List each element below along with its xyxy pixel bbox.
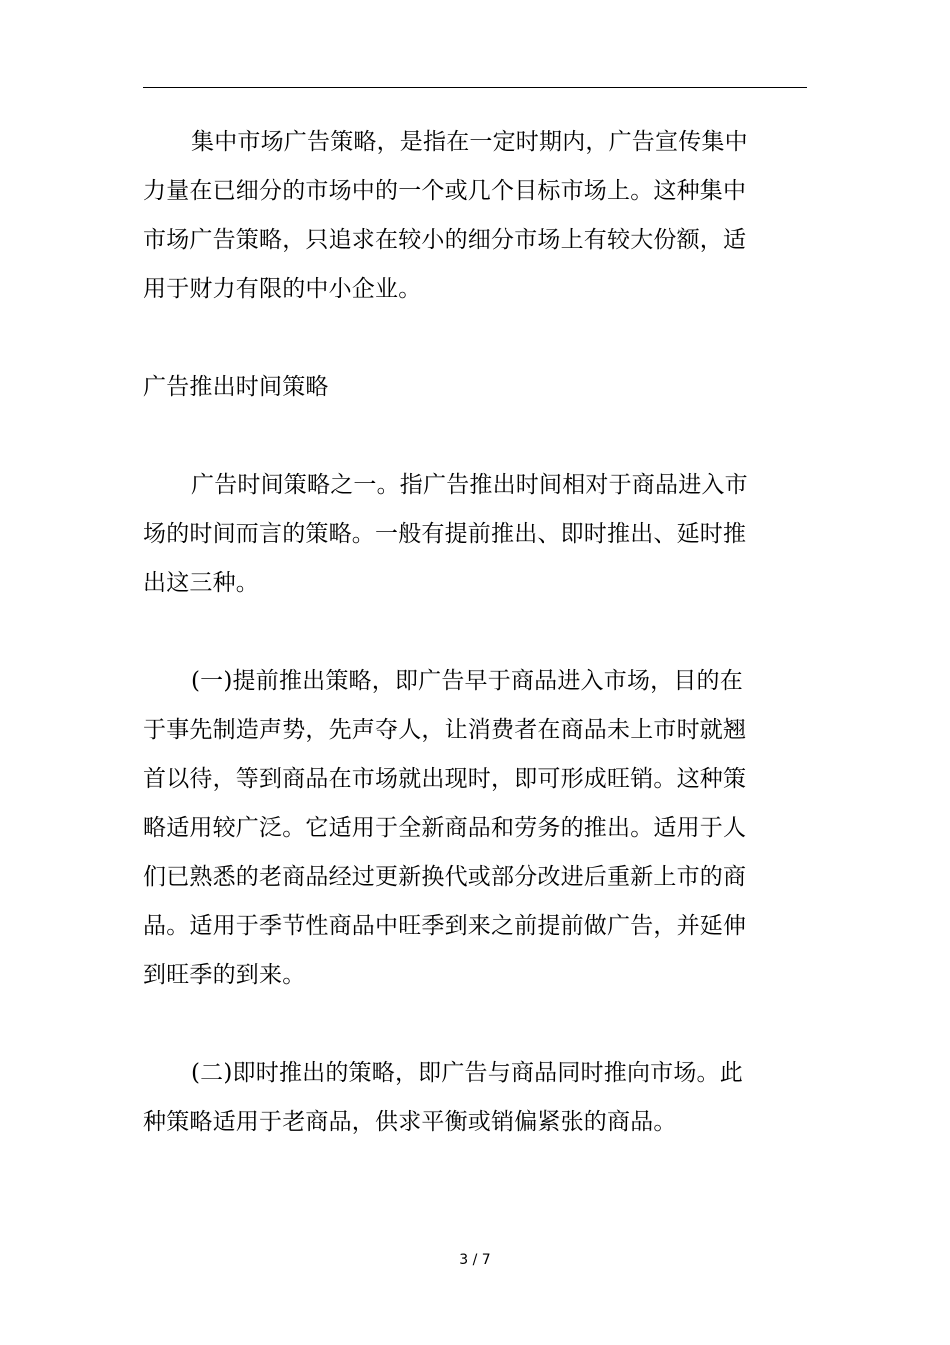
paragraph-immediate-launch: (二)即时推出的策略，即广告与商品同时推向市场。此种策略适用于老商品，供求平衡或销偏紧张的商品。 [143, 1060, 743, 1135]
section-heading: 广告推出时间策略 [143, 374, 329, 400]
page-number: 3 / 7 [459, 1252, 491, 1268]
document-body [143, 118, 749, 1147]
paragraph-gap [143, 412, 749, 461]
paragraph-advance-launch: (一)提前推出策略，即广告早于商品进入市场，目的在于事先制造声势，先声夺人，让消费者在商品未上市时就翘首以待，等到商品在市场就出现时，即可形成旺销。这种策略适用较广泛。它适用于全新商品和劳务的推出。适用于人们已熟悉的老商品经过更新换代或部分改进后重新上市的商品。适用于季节性商品中旺季到来之前提前做广告，并延伸到旺季的到来。 [143, 668, 747, 988]
paragraph-gap [143, 314, 749, 363]
paragraph-gap [143, 608, 749, 657]
header-rule [143, 87, 807, 88]
paragraph-gap [143, 1000, 749, 1049]
paragraph-concentrated-market-strategy: 集中市场广告策略，是指在一定时期内，广告宣传集中力量在已细分的市场中的一个或几个目标市场上。这种集中市场广告策略，只追求在较小的细分市场上有较大份额，适用于财力有限的中小企业。 [143, 129, 748, 302]
paragraph-timing-strategy: 广告时间策略之一。指广告推出时间相对于商品进入市场的时间而言的策略。一般有提前推出、即时推出、延时推出这三种。 [143, 472, 748, 596]
